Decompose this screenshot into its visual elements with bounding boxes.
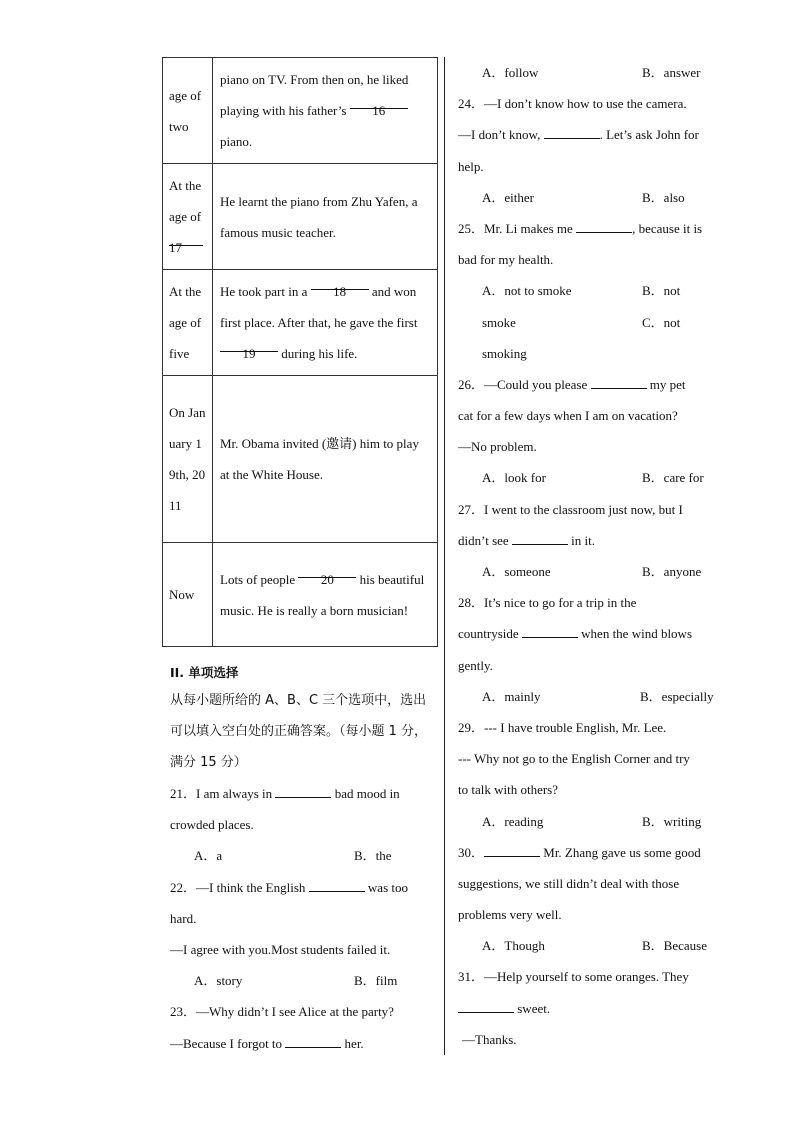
section-instruction: 从每小题所给的 A、B、C 三个选项中，选出可以填入空白处的正确答案。（每小题 1 分，满分 15 分） [170, 693, 428, 770]
option-b[interactable]: B．film [354, 973, 398, 989]
option-a[interactable]: A．not to smoke [482, 283, 572, 299]
question-29: 29．--- I have trouble English, Mr. Lee. --- Why not go to the English Corner and try to talk with others? A．reading B．writing [458, 712, 730, 837]
option-a[interactable]: A．Though [482, 938, 545, 954]
time-cell: age of two [163, 58, 213, 164]
time-cell: At the age of five [163, 270, 213, 376]
answer-blank[interactable] [458, 999, 514, 1013]
option-a[interactable]: A．look for [482, 470, 546, 486]
table-row [163, 543, 438, 647]
table-row [163, 270, 438, 376]
answer-blank[interactable] [285, 1034, 341, 1048]
event-cell: piano on TV. From then on, he liked playing with his father’s 16 piano. [213, 58, 438, 164]
blank-18[interactable]: 18 [311, 276, 369, 290]
time-cell: At the age of 17 [163, 164, 213, 270]
option-b[interactable]: B．Because [642, 938, 707, 954]
time-cell: On January 19th, 2011 [163, 376, 213, 543]
question-26: 26．—Could you please my pet cat for a few days when I am on vacation? —No problem. A．look for B．care for [458, 369, 730, 494]
left-column [162, 57, 438, 1059]
option-c[interactable]: C．not [642, 314, 681, 330]
blank-17[interactable]: 17 [169, 232, 203, 246]
question-23-options [458, 57, 730, 88]
option-a[interactable]: A．follow [482, 65, 539, 80]
right-column [458, 57, 730, 1055]
question-23: 23．—Why didn’t I see Alice at the party? —Because I forgot to her. [170, 1004, 394, 1051]
table-row [163, 164, 438, 270]
answer-blank[interactable] [544, 125, 600, 139]
column-divider [444, 57, 445, 1055]
question-30: 30． Mr. Zhang gave us some good suggestions, we still didn’t deal with those problems very well. A．Though B．Because [458, 837, 730, 962]
answer-blank[interactable] [512, 531, 568, 545]
option-b[interactable]: B．anyone [642, 564, 702, 579]
question-21: 21．I am always in bad mood in crowded places. A．a B．the [162, 778, 438, 872]
timeline-table [162, 57, 438, 647]
section-title: II. 单项选择 [170, 665, 239, 680]
table-row [163, 376, 438, 543]
option-a[interactable]: A．reading [482, 813, 544, 829]
time-cell: Now [163, 543, 213, 647]
option-b[interactable]: B．not [642, 283, 681, 299]
answer-blank[interactable] [484, 843, 540, 857]
question-25: 25．Mr. Li makes me , because it is bad for my health. A．not to smoke B．not smoke C．not smoking [458, 220, 703, 361]
option-b[interactable]: B．also [642, 189, 685, 205]
option-a[interactable]: A．either [482, 189, 534, 205]
answer-blank[interactable] [591, 375, 647, 389]
event-cell: Mr. Obama invited (邀请) him to play at the White House. [213, 376, 438, 543]
answer-blank[interactable] [275, 784, 331, 798]
option-b[interactable]: B．answer [642, 65, 701, 80]
event-cell: Lots of people 20 his beautiful music. He is really a born musician! [213, 543, 438, 647]
event-cell: He learnt the piano from Zhu Yafen, a famous music teacher. [213, 164, 438, 270]
option-b[interactable]: B．the [354, 848, 392, 864]
blank-16[interactable]: 16 [350, 95, 408, 109]
question-27: 27．I went to the classroom just now, but I didn’t see in it. A．someone B．anyone [458, 494, 730, 588]
event-cell: He took part in a 18 and won first place. After that, he gave the first 19 during his life. [213, 270, 438, 376]
option-a[interactable]: A．mainly [482, 688, 541, 704]
answer-blank[interactable] [522, 624, 578, 638]
blank-20[interactable]: 20 [298, 564, 356, 578]
option-b[interactable]: B．writing [642, 813, 702, 829]
option-a[interactable]: A．a [194, 848, 223, 864]
option-a[interactable]: A．story [194, 973, 243, 989]
question-24: 24．—I don’t know how to use the camera. —I don’t know, . Let’s ask John for help. A．either B．also [458, 88, 730, 213]
option-b[interactable]: B．especially [640, 688, 714, 704]
question-28: 28．It’s nice to go for a trip in the countryside when the wind blows gently. A．mainly B．especially [458, 587, 730, 712]
answer-blank[interactable] [576, 219, 632, 233]
blank-19[interactable]: 19 [220, 338, 278, 352]
option-a[interactable]: A．someone [482, 564, 551, 579]
question-22: 22．—I think the English was too hard. —I agree with you.Most students failed it. A．story B．film [162, 872, 438, 997]
table-row [163, 58, 438, 164]
question-31: 31．—Help yourself to some oranges. They sweet. —Thanks. [458, 969, 689, 1047]
answer-blank[interactable] [309, 878, 365, 892]
option-b[interactable]: B．care for [642, 470, 704, 486]
